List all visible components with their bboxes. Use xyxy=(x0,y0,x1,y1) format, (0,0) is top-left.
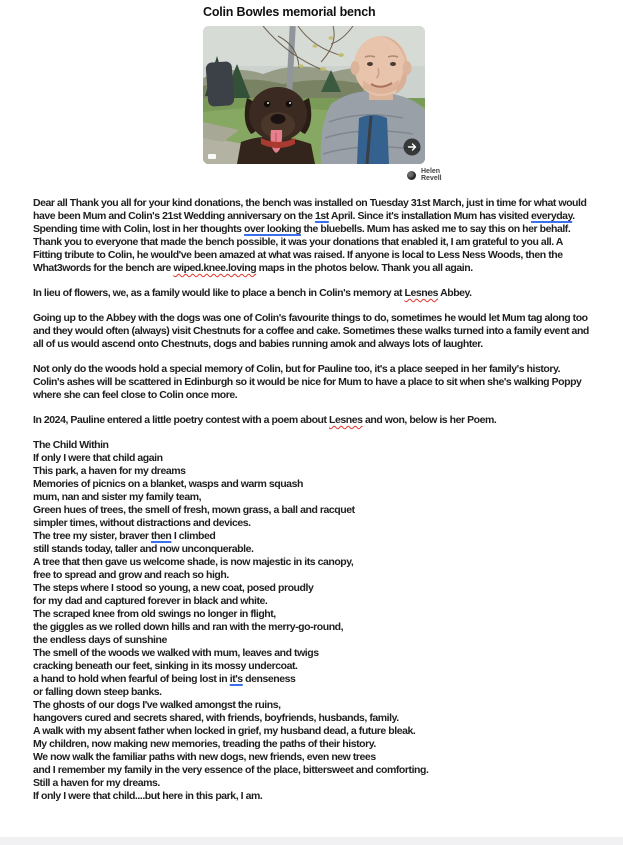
bottom-bar xyxy=(0,837,623,845)
text-run: the giggles as we rolled down hills and ran with the merry-go-round, xyxy=(33,621,344,633)
text-run: hangovers cured and secrets shared, with friends, boyfriends, husbands, family. xyxy=(33,712,399,724)
text-run: maps in the photos below. Thank you all again. xyxy=(256,262,473,274)
text-run: If only I were that child....but here in this park, I am. xyxy=(33,790,263,802)
grammar-underline: over looking xyxy=(244,223,302,235)
spell-underline: wiped.knee.loving xyxy=(173,262,257,274)
text-run: The scraped knee from old swings no longer in flight, xyxy=(33,608,276,620)
grammar-underline: it's xyxy=(229,673,243,685)
text-run: denseness xyxy=(242,673,296,685)
poem-line xyxy=(33,608,593,621)
photo-illustration xyxy=(203,26,425,164)
paragraph xyxy=(33,312,593,351)
paragraph xyxy=(33,363,593,402)
text-run: mum, nan and sister my family team, xyxy=(33,491,202,503)
text-run: The Child Within xyxy=(33,439,109,451)
poem-line xyxy=(33,582,593,595)
text-run: Green hues of trees, the smell of fresh, mown grass, a ball and racquet xyxy=(33,504,355,516)
text-run: We now walk the familiar paths with new dogs, new friends, even new trees xyxy=(33,751,376,763)
poem-line xyxy=(33,530,593,543)
photo-credit xyxy=(407,168,442,182)
paragraph xyxy=(33,287,593,300)
poem-line xyxy=(33,569,593,582)
text-run: the endless days of sunshine xyxy=(33,634,167,646)
text-run: a hand to hold when fearful of being lost in xyxy=(33,673,230,685)
text-run: Dear all Thank you all for your kind donations, the bench was installed on Tuesday 31st March, just in time for what would have been Mum and Colin's 21st Wedding anniversary on the xyxy=(33,197,587,222)
text-run: A walk with my absent father when locked in grief, my husband dead, a future bleak. xyxy=(33,725,416,737)
poem-line xyxy=(33,738,593,751)
paragraph xyxy=(33,197,593,275)
poem-line xyxy=(33,556,593,569)
poem-line xyxy=(33,634,593,647)
poem-line xyxy=(33,478,593,491)
text-run: Going up to the Abbey with the dogs was one of Colin's favourite things to do, sometimes he would let Mum tag along too and they would often (always) visit Chestnuts for a coffee and cake. Sometimes these walks turned into a family event and all of us would ascend onto Chestnuts, dogs and babies running amok and always lots of laughter. xyxy=(33,312,589,350)
article-body xyxy=(33,197,593,803)
text-run: for my dad and captured forever in black and white. xyxy=(33,595,268,607)
text-run: The steps where I stood so young, a new coat, posed proudly xyxy=(33,582,314,594)
poem-line xyxy=(33,712,593,725)
text-run: In lieu of flowers, we, as a family would like to place a bench in Colin's memory at xyxy=(33,287,405,299)
grammar-underline: 1st xyxy=(314,210,329,222)
page-title: Colin Bowles memorial bench xyxy=(203,5,376,19)
article-paragraphs xyxy=(33,197,593,427)
text-run: or falling down steep banks. xyxy=(33,686,162,698)
text-run: simpler times, without distractions and devices. xyxy=(33,517,251,529)
grammar-underline: everyday xyxy=(531,210,573,222)
text-run: Abbey. xyxy=(438,287,472,299)
text-run: still stands today, taller and now unconquerable. xyxy=(33,543,254,555)
poem-line xyxy=(33,517,593,530)
poem-line xyxy=(33,764,593,777)
poem-line xyxy=(33,673,593,686)
text-run: In 2024, Pauline entered a little poetry contest with a poem about xyxy=(33,414,330,426)
photo-credit-name: Helen Revell xyxy=(421,168,442,182)
text-run: Still a haven for my dreams. xyxy=(33,777,160,789)
text-run: the bluebells. Mum has asked me to say this on her behalf. Thank you to everyone that made the bench possible, it was your donations that enabled it, I am grateful to you all. A Fitting tribute to Colin, he would've been amazed at what was raised. If anyone is local to Less Ness Woods, then the What3words for the bench are xyxy=(33,223,571,274)
text-run: A tree that then gave us welcome shade, is now majestic in its canopy, xyxy=(33,556,354,568)
spell-underline: Lesnes xyxy=(329,414,363,426)
poem-line xyxy=(33,790,593,803)
poem-line xyxy=(33,491,593,504)
text-run: The smell of the woods we walked with mum, leaves and twigs xyxy=(33,647,319,659)
poem-line xyxy=(33,647,593,660)
avatar xyxy=(407,171,416,180)
article-photo-block xyxy=(203,26,442,182)
text-run: My children, now making new memories, treading the paths of their history. xyxy=(33,738,376,750)
poem xyxy=(33,439,593,803)
text-run: and won, below is her Poem. xyxy=(362,414,497,426)
poem-line xyxy=(33,621,593,634)
poem-line xyxy=(33,439,593,452)
text-run: April. Since it's installation Mum has visited xyxy=(328,210,532,222)
poem-line xyxy=(33,686,593,699)
poem-line xyxy=(33,751,593,764)
poem-line xyxy=(33,465,593,478)
text-run: I climbed xyxy=(171,530,216,542)
poem-line xyxy=(33,660,593,673)
text-run: This park, a haven for my dreams xyxy=(33,465,186,477)
memorial-photo xyxy=(203,26,425,164)
poem-line xyxy=(33,699,593,712)
grammar-underline: then xyxy=(151,530,172,542)
text-run: . Spending time with Colin, lost in her thoughts xyxy=(33,210,575,235)
text-run: and I remember my family in the very essence of the place, bittersweet and comforting. xyxy=(33,764,429,776)
poem-line xyxy=(33,452,593,465)
poem-line xyxy=(33,595,593,608)
text-run: The tree my sister, braver xyxy=(33,530,152,542)
text-run: Not only do the woods hold a special memory of Colin, but for Pauline too, it's a place seeped in her family's history. Colin's ashes will be scattered in Edinburgh so it would be nice for Mum to have a place to sit when she's walking Poppy where she can feel close to Colin once more. xyxy=(33,363,582,401)
spell-underline: Lesnes xyxy=(404,287,439,299)
poem-line xyxy=(33,725,593,738)
text-run: Memories of picnics on a blanket, wasps and warm squash xyxy=(33,478,303,490)
text-run: The ghosts of our dogs I've walked amongst the ruins, xyxy=(33,699,281,711)
paragraph xyxy=(33,414,593,427)
text-run: cracking beneath our feet, sinking in its mossy undercoat. xyxy=(33,660,298,672)
poem-line xyxy=(33,543,593,556)
text-run: If only I were that child again xyxy=(33,452,163,464)
text-run: free to spread and grow and reach so high. xyxy=(33,569,229,581)
poem-line xyxy=(33,504,593,517)
poem-line xyxy=(33,777,593,790)
photo-next-button[interactable] xyxy=(403,138,421,156)
